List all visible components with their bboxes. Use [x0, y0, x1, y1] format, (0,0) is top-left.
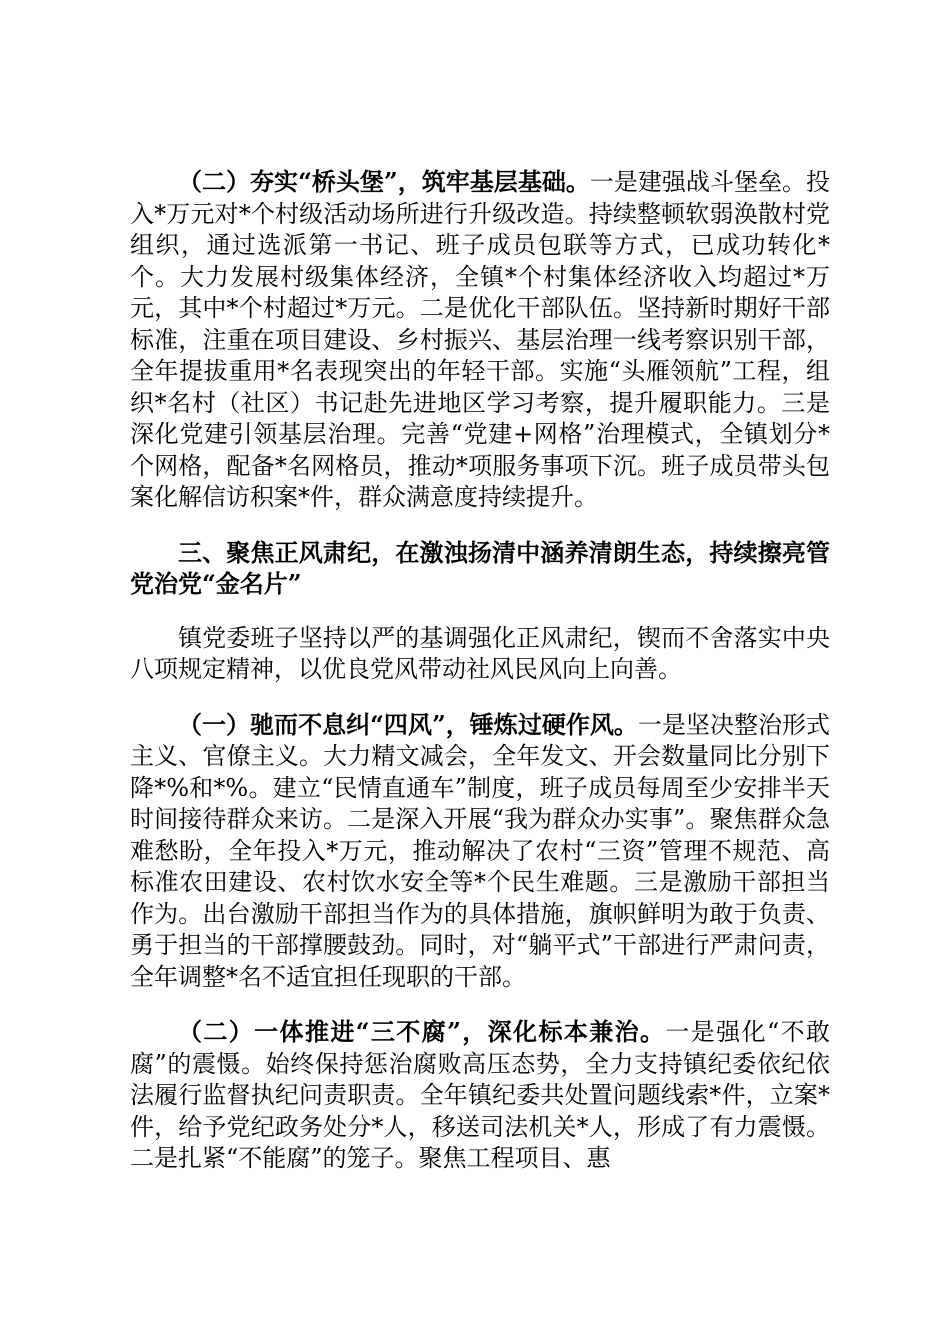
paragraph-body: 一是建强战斗堡垒。投入*万元对*个村级活动场所进行升级改造。持续整顿软弱涣散村党组织，通过选派第一书记、班子成员包联等方式，已成功转化*个。大力发展村级集体经济，全镇*个村集体经济收入均超过*万元，其中*个村超过*万元。二是优化干部队伍。坚持新时期好干部标准，注重在项目建设、乡村振兴、基层治理一线考察识别干部，全年提拔重用*名表现突出的年轻干部。实施“头雁领航”工程，组织*名村（社区）书记赴先进地区学习考察，提升履职能力。三是深化党建引领基层治理。完善“党建+网格”治理模式，全镇划分*个网格，配备*名网格员，推动*项服务事项下沉。班子成员带头包案化解信访积案*件，群众满意度持续提升。 [130, 168, 831, 511]
section-intro: 镇党委班子坚持以严的基调强化正风肃纪，锲而不舍落实中央八项规定精神，以优良党风带动社风民风向上向善。 [130, 623, 830, 683]
document-body [130, 166, 830, 1198]
paragraph-lead: （二）一体推进“三不腐”，深化标本兼治。 [178, 1017, 666, 1046]
section-heading: 三、聚焦正风肃纪，在激浊扬清中涵养清朗生态，持续擦亮管党治党“金名片” [130, 537, 830, 598]
paragraph-three-no-corruption [130, 1016, 830, 1175]
paragraph-body: 一是强化“不敢腐”的震慑。始终保持惩治腐败高压态势，全力支持镇纪委依纪依法履行监督执纪问责职责。全年镇纪委共处置问题线索*件，立案*件，给予党纪政务处分*人，移送司法机关*人，形成了有力震慑。二是扎紧“不能腐”的笼子。聚焦工程项目、惠 [130, 1018, 830, 1172]
paragraph-four-winds [130, 709, 830, 994]
paragraph-lead: （一）驰而不息纠“四风”，锤炼过硬作风。 [178, 709, 638, 739]
paragraph-lead: （二）夯实“桥头堡”，筑牢基层基础。 [178, 167, 590, 196]
paragraph-body: 一是坚决整治形式主义、官僚主义。大力精文减会，全年发文、开会数量同比分别下降*%和*%。建立“民情直通车”制度，班子成员每周至少安排半天时间接待群众来访。二是深入开展“我为群众办实事”。聚焦群众急难愁盼，全年投入*万元，推动解决了农村“三资”管理不规范、高标准农田建设、农村饮水安全等*个民生难题。三是激励干部担当作为。出台激励干部担当作为的具体措施，旗帜鲜明为敢于负责、勇于担当的干部撑腰鼓劲。同时，对“躺平式”干部进行严肃问责，全年调整*名不适宜担任现职的干部。 [130, 710, 831, 991]
paragraph-consolidate-grassroots [130, 166, 830, 514]
